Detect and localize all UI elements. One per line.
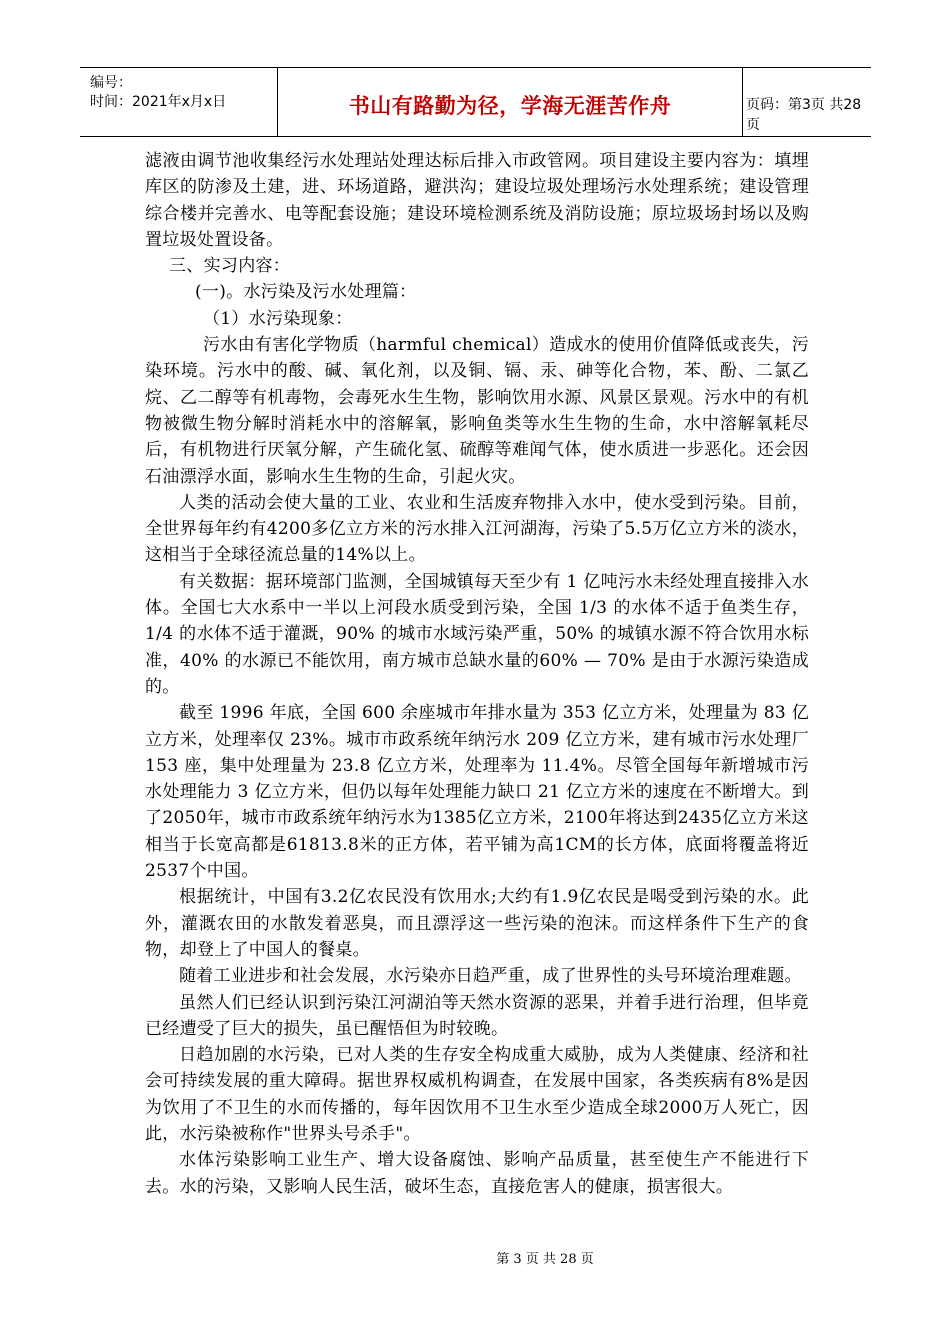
subsection-heading-water: (一)。水污染及污水处理篇：	[195, 282, 417, 303]
document-body	[145, 148, 809, 1200]
paragraph-human-activity: 人类的活动会使大量的工业、农业和生活废弃物排入水中，使水受到污染。目前，全世界每年约有4200多亿立方米的污水排入江河湖海，污染了5.5万亿立方米的淡水，这相当于全球径流总量的14%以上。	[145, 492, 809, 566]
doc-number-label: 编号：	[90, 75, 132, 91]
paragraph-1996-stats: 截至 1996 年底，全国 600 余座城市年排水量为 353 亿立方米，处理量为 83 亿立方米，处理率仅 23%。城市市政系统年纳污水 209 亿立方米，建有城市污水处理厂 153 座，集中处理量为 23.8 亿立方米，处理率为 11.4%。尽管全国每年新增城市污水处理能力 3 亿立方米，但仍以每年处理能力缺口 21 亿立方米的速度在不断增大。到了2050年，城市市政系统年纳污水为1385亿立方米，2100年将达到2435亿立方米这相当于长宽高都是61813.8米的正方体，若平铺为高1CM的长方体，底面将覆盖将近2537个中国。	[145, 703, 809, 882]
page-header	[80, 67, 871, 137]
paragraph-impact: 水体污染影响工业生产、增大设备腐蚀、影响产品质量，甚至使生产不能进行下去。水的污染，又影响人民生活，破坏生态，直接危害人的健康，损害很大。	[145, 1150, 809, 1197]
paragraph-related-data: 有关数据：据环境部门监测，全国城镇每天至少有 1 亿吨污水未经处理直接排入水体。全国七大水系中一半以上河段水质受到污染，全国 1/3 的水体不适于鱼类生存，1/4 的水体不适于灌溉，90% 的城市水域污染严重，50% 的城镇水源不符合饮用水标准，40% 的水源已不能饮用，南方城市总缺水量的60% — 70% 是由于水源污染造成的。	[145, 571, 809, 697]
paragraph-farmers-stats: 根据统计，中国有3.2亿农民没有饮用水;大约有1.9亿农民是喝受到污染的水。此外，灌溉农田的水散发着恶臭，而且漂浮这一些污染的泡沫。而这样条件下生产的食物，却登上了中国人的餐桌。	[145, 887, 809, 960]
paragraph-industrial-progress: 随着工业进步和社会发展，水污染亦日趋严重，成了世界性的头号环境治理难题。	[179, 966, 802, 987]
paragraph-sewage-definition: 污水由有害化学物质（harmful chemical）造成水的使用价值降低或丧失，污染环境。污水中的酸、碱、氧化剂，以及铜、镉、汞、砷等化合物，苯、酚、二氯乙烷、乙二醇等有机毒物，会毒死水生生物，影响饮用水源、风景区景观。污水中的有机物被微生物分解时消耗水中的溶解氧，影响鱼类等水生生物的生命，水中溶解氧耗尽后，有机物进行厌氧分解，产生硫化氢、硫醇等难闻气体，使水质进一步恶化。还会因石油漂浮水面，影响水生生物的生命，引起火灾。	[145, 335, 809, 487]
header-meta	[80, 68, 277, 136]
doc-time-label: 时间：2021年x月x日	[90, 94, 227, 110]
header-motto-cell	[277, 68, 743, 136]
paragraph-recognition: 虽然人们已经认识到污染江河湖泊等天然水资源的恶果，并着手进行治理，但毕竟已经遭受了巨大的损失，虽已醒悟但为时较晚。	[145, 992, 809, 1039]
paragraph-threat: 日趋加剧的水污染，已对人类的生存安全构成重大威胁，成为人类健康、经济和社会可持续发展的重大障碍。据世界权威机构调查，在发展中国家，各类疾病有8%是因为饮用了不卫生的水而传播的，每年因饮用不卫生水至少造成全球2000万人死亡，因此，水污染被称作"世界头号杀手"。	[145, 1045, 809, 1144]
header-page-number: 页码：第3页 共28页	[746, 97, 862, 133]
section-heading-internship: 三、实习内容：	[169, 256, 291, 277]
subsection-heading-phenomenon: （1）水污染现象：	[203, 308, 353, 329]
header-page-cell	[742, 68, 871, 136]
page-footer: 第 3 页 共 28 页	[496, 1252, 594, 1267]
paragraph-project-content: 滤液由调节池收集经污水处理站处理达标后排入市政管网。项目建设主要内容为：填埋库区的防渗及土建，进、环场道路，避洪沟；建设垃圾处理场污水处理系统；建设管理综合楼并完善水、电等配套设施；建设环境检测系统及消防设施；原垃圾场封场以及购置垃圾处置设备。	[145, 151, 809, 250]
header-motto: 书山有路勤为径，学海无涯苦作舟	[348, 94, 672, 118]
